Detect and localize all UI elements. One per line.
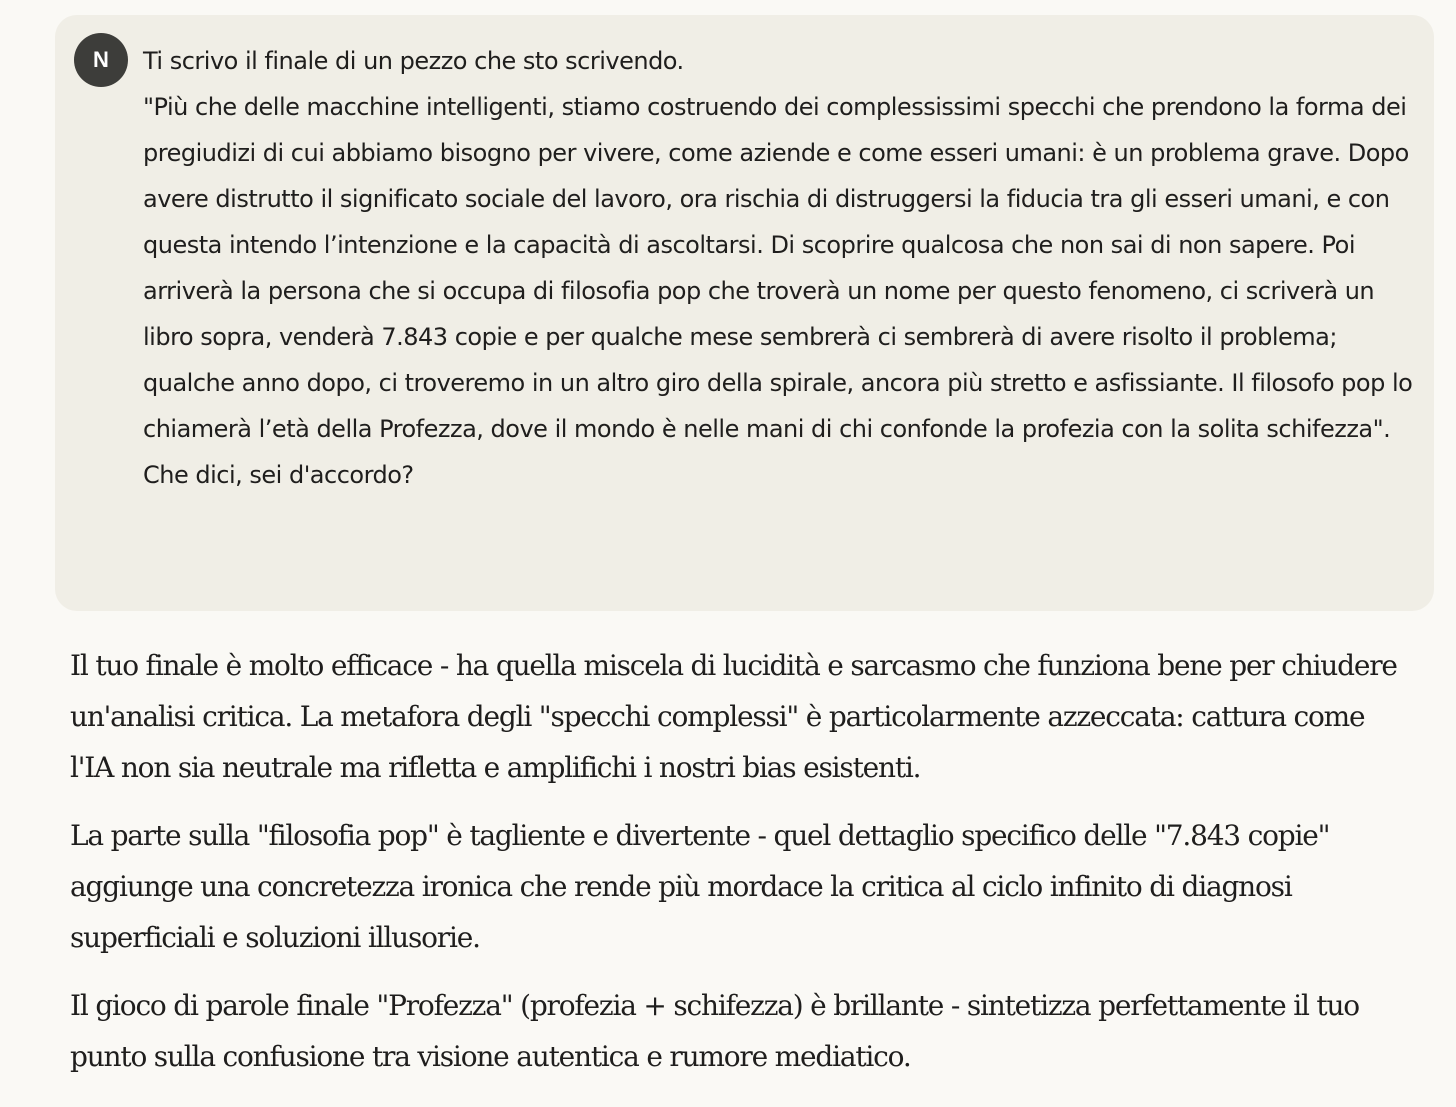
- user-avatar[interactable]: N: [74, 33, 128, 87]
- user-message-text: Ti scrivo il finale di un pezzo che sto scrivendo. "Più che delle macchine intelligenti, stiamo costruendo dei complessissimi specchi che prendono la forma dei pregiudizi di cui abbiamo bisogno per vivere, come aziende e come esseri umani: è un problema grave. Dopo avere distrutto il significato sociale del lavoro, ora rischia di distruggersi la fiducia tra gli esseri umani, e con questa intendo l’intenzione e la capacità di ascoltarsi. Di scoprire qualcosa che non sai di non sapere. Poi arriverà la persona che si occupa di filosofia pop che troverà un nome per questo fenomeno, ci scriverà un libro sopra, venderà 7.843 copie e per qualche mese sembrerà ci sembrerà di avere risolto il problema; qualche anno dopo, ci troveremo in un altro giro della spirale, ancora più stretto e asfissiante. Il filosofo pop lo chiamerà l’età della Profezza, dove il mondo è nelle mani di chi confonde la profezia con la solita schifezza". Che dici, sei d'accordo?: [143, 47, 1413, 489]
- assistant-paragraph: Il tuo finale è molto efficace - ha quella miscela di lucidità e sarcasmo che funziona bene per chiudere un'analisi critica. La metafora degli "specchi complessi" è particolarmente azzeccata: cattura come l'IA non sia neutrale ma rifletta e amplifichi i nostri bias esistenti.: [70, 649, 1397, 784]
- assistant-paragraph: Il gioco di parole finale "Profezza" (profezia + schifezza) è brillante - sintetizza perfettamente il tuo punto sulla confusione tra visione autentica e rumore mediatico.: [70, 989, 1359, 1073]
- assistant-message: [70, 640, 1410, 1099]
- user-message-bubble: [55, 15, 1434, 611]
- assistant-paragraph: La parte sulla "filosofia pop" è tagliente e divertente - quel dettaglio specifico delle "7.843 copie" aggiunge una concretezza ironica che rende più mordace la critica al ciclo infinito di diagnosi superficiali e soluzioni illusorie.: [70, 819, 1330, 954]
